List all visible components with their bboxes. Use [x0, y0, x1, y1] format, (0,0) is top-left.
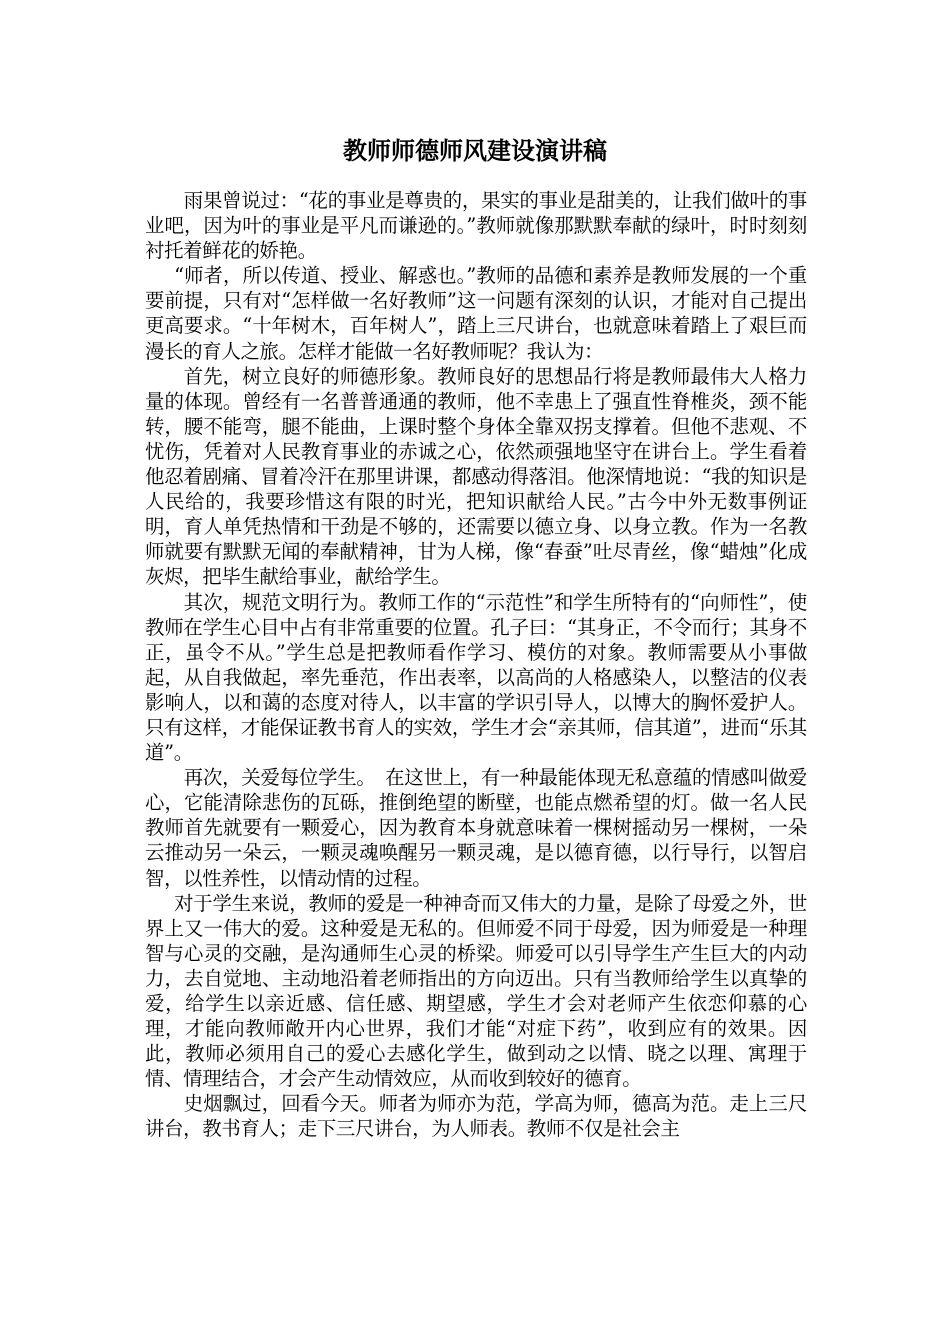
paragraph-third-point: 再次，关爱每位学生。 在这世上，有一种最能体现无私意蕴的情感叫做爱心，它能清除悲伤的瓦砾，推倒绝望的断壁，也能点燃希望的灯。做一名人民教师首先就要有一颗爱心，因为教育本身就意味着一棵树摇动另一棵树，一朵云推动另一朵云，一颗灵魂唤醒另一颗灵魂，是以德育德，以行导行，以智启智，以性养性，以情动情的过程。: [145, 766, 807, 890]
paragraph-second-point: 其次，规范文明行为。教师工作的“示范性”和学生所特有的“向师性”，使教师在学生心目中占有非常重要的位置。孔子曰：“其身正，不令而行；其身不正，虽令不从。”学生总是把教师看作学习、模仿的对象。教师需要从小事做起，从自我做起，率先垂范，作出表率，以高尚的人格感染人，以整洁的仪表影响人，以和蔼的态度对待人，以丰富的学识引导人，以博大的胸怀爱护人。只有这样，才能保证教书育人的实效，学生才会“亲其师，信其道”，进而“乐其道”。: [145, 590, 807, 765]
paragraph-teacher-definition: “师者，所以传道、授业、解惑也。”教师的品德和素养是教师发展的一个重要前提，只有对“怎样做一名好教师”这一问题有深刻的认识，才能对自己提出更高要求。“十年树木，百年树人”，踏上三尺讲台，也就意味着踏上了艰巨而漫长的育人之旅。怎样才能做一名好教师呢？我认为：: [145, 264, 807, 363]
document-title: 教师师德师风建设演讲稿: [343, 136, 607, 165]
paragraph-conclusion: 史烟飘过，回看今天。师者为师亦为范，学高为师，德高为范。走上三尺讲台，教书育人；走下三尺讲台，为人师表。教师不仅是社会主: [145, 1092, 807, 1141]
paragraph-intro: 雨果曾说过：“花的事业是尊贵的，果实的事业是甜美的，让我们做叶的事业吧，因为叶的事业是平凡而谦逊的。”教师就像那默默奉献的绿叶，时时刻刻衬托着鲜花的娇艳。: [145, 189, 807, 263]
paragraph-first-point: 首先，树立良好的师德形象。教师良好的思想品行将是教师最伟大人格力量的体现。曾经有一名普普通通的教师，他不幸患上了强直性脊椎炎，颈不能转，腰不能弯，腿不能曲，上课时整个身体全靠双拐支撑着。但他不悲观、不忧伤，凭着对人民教育事业的赤诚之心，依然顽强地坚守在讲台上。学生看着他忍着剧痛、冒着冷汗在那里讲课，都感动得落泪。他深情地说：“我的知识是人民给的，我要珍惜这有限的时光，把知识献给人民。”古今中外无数事例证明，育人单凭热情和干劲是不够的，还需要以德立身、以身立教。作为一名教师就要有默默无闻的奉献精神，甘为人梯，像“春蚕”吐尽青丝，像“蜡烛”化成灰烬，把毕生献给事业，献给学生。: [145, 364, 807, 589]
document-body: [145, 188, 807, 1142]
paragraph-teacher-love: 对于学生来说，教师的爱是一种神奇而又伟大的力量，是除了母爱之外，世界上又一伟大的爱。这种爱是无私的。但师爱不同于母爱，因为师爱是一种理智与心灵的交融，是沟通师生心灵的桥梁。师爱可以引导学生产生巨大的内动力，去自觉地、主动地沿着老师指出的方向迈出。只有当教师给学生以真挚的爱，给学生以亲近感、信任感、期望感，学生才会对老师产生依恋仰慕的心理，才能向教师敞开内心世界，我们才能“对症下药”，收到应有的效果。因此，教师必须用自己的爱心去感化学生，做到动之以情、晓之以理、寓理于情、情理结合，才会产生动情效应，从而收到较好的德育。: [145, 891, 807, 1091]
